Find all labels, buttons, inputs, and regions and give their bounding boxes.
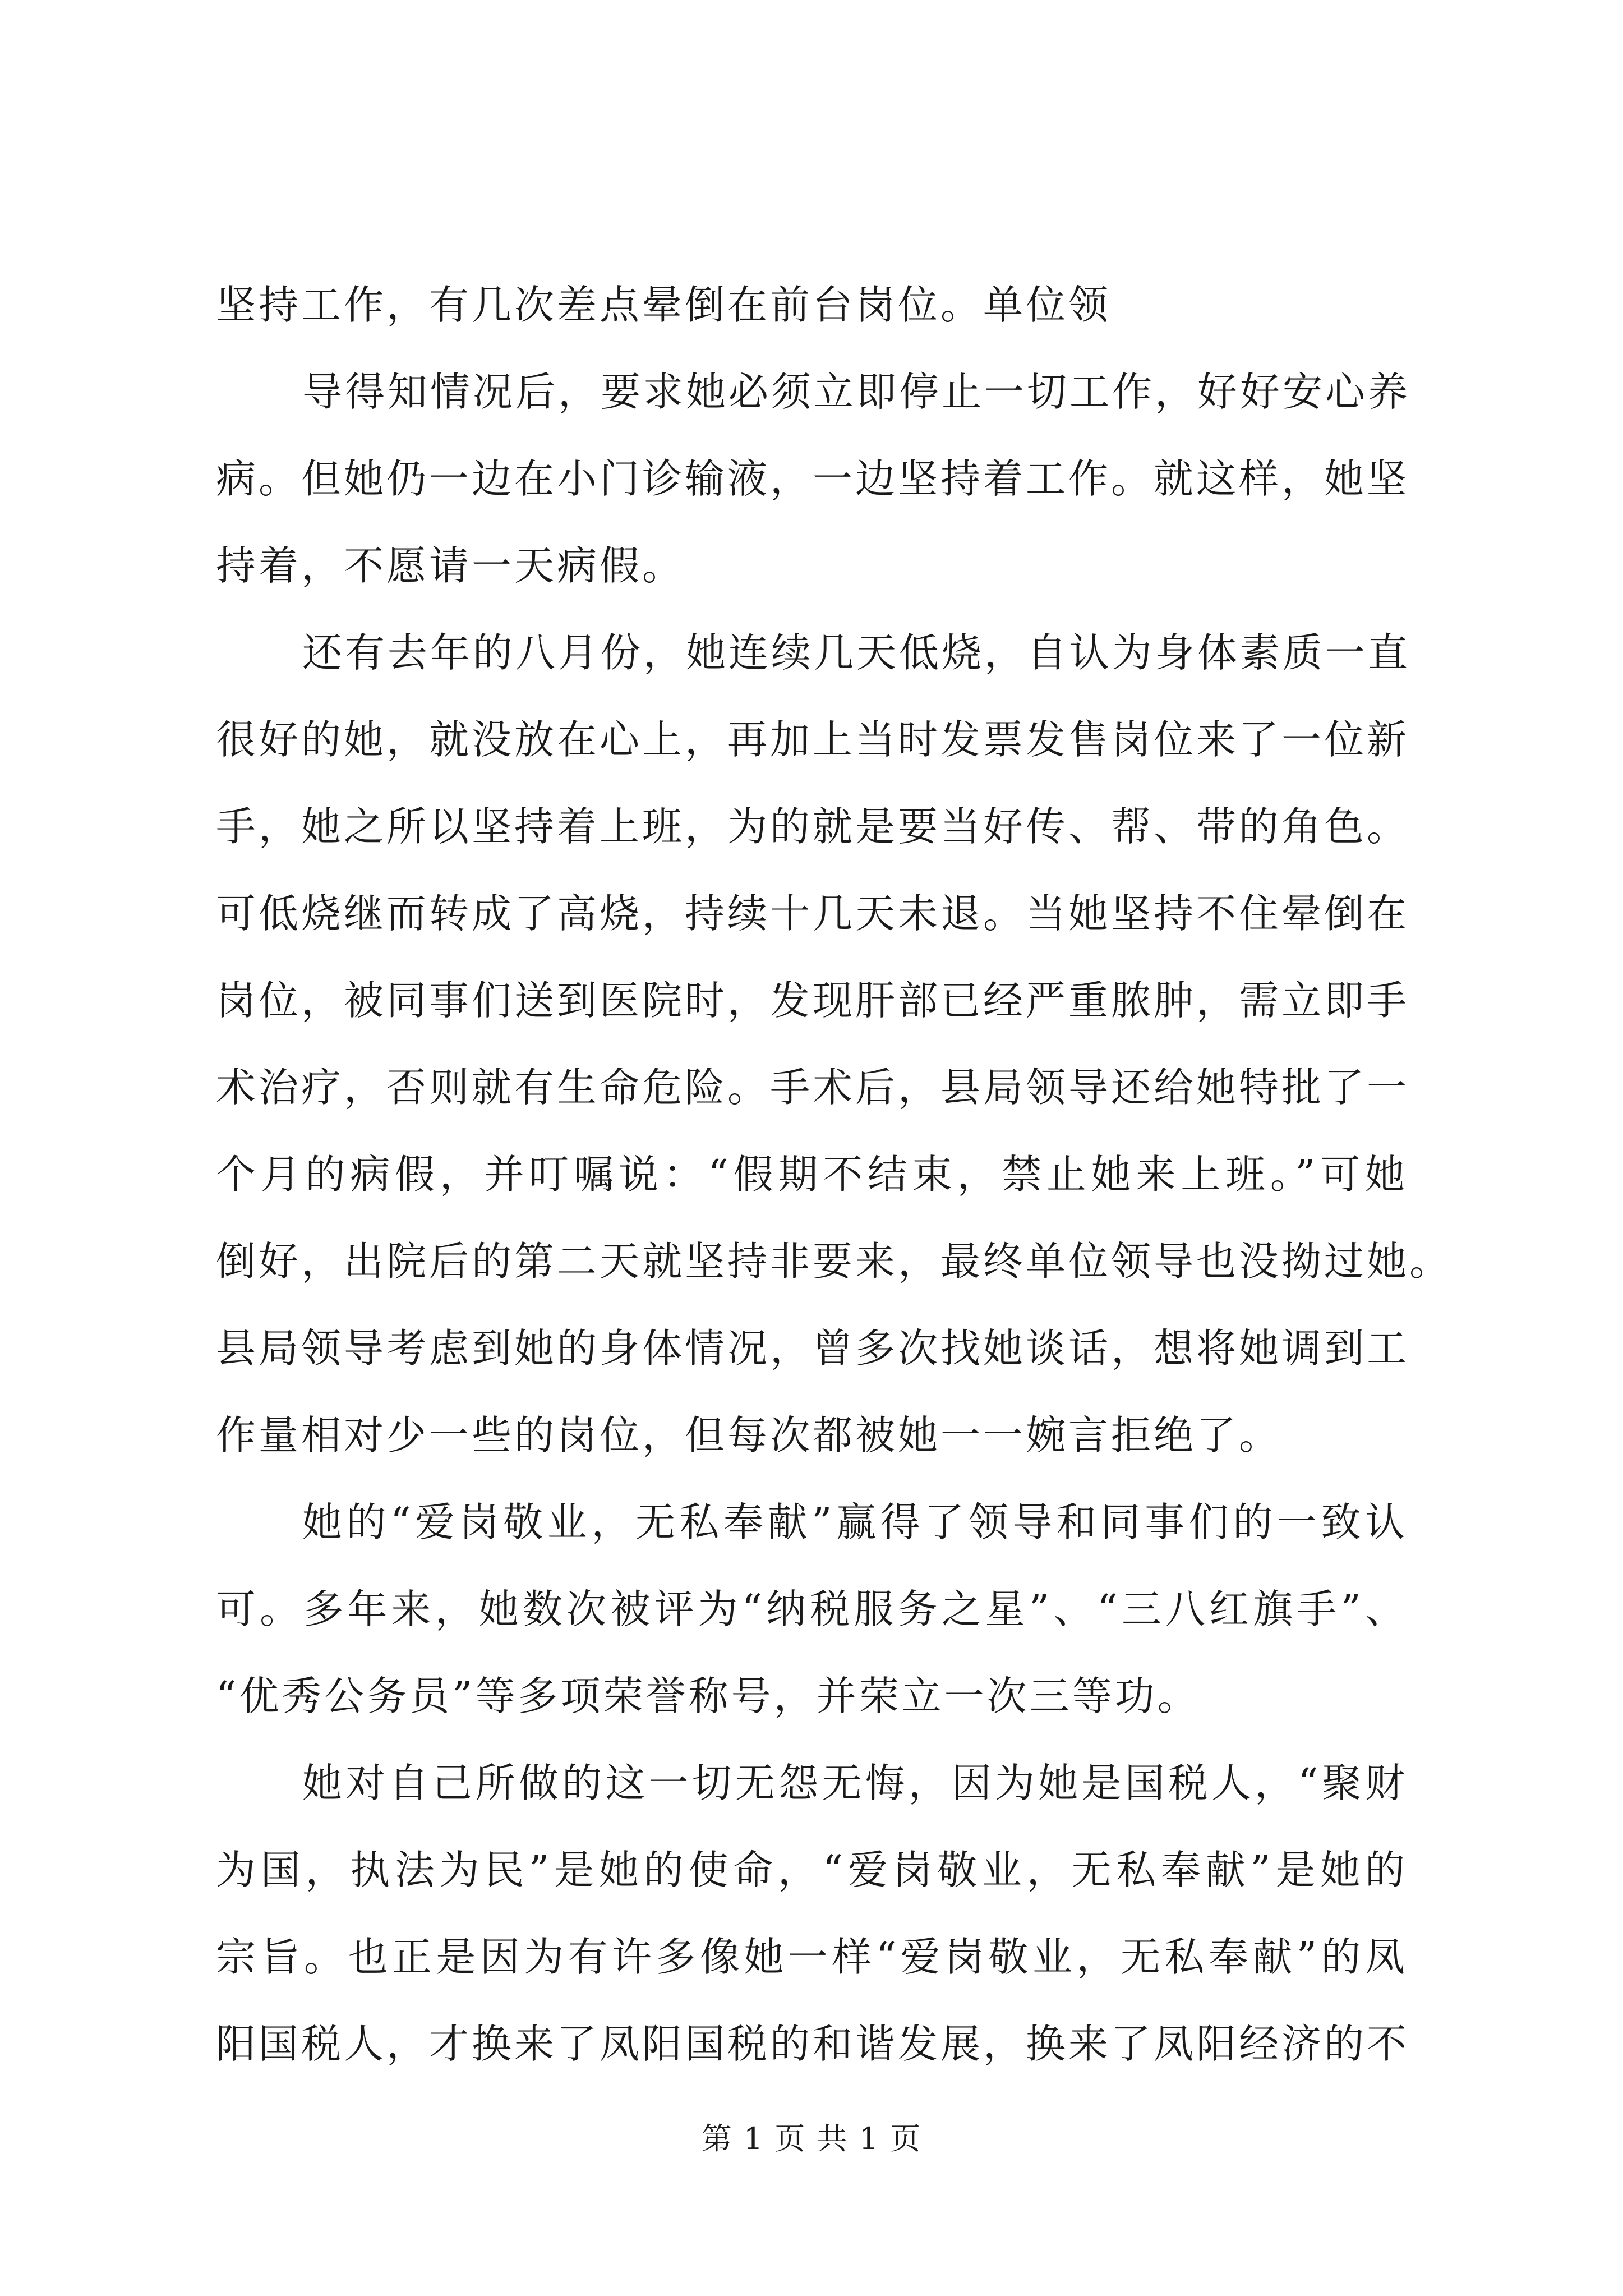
text-line: “优秀公务员”等多项荣誉称号，并荣立一次三等功。: [216, 1673, 1200, 1719]
document-body: [216, 261, 1453, 2087]
text-line: 倒好，出院后的第二天就坚持非要来，最终单位领导也没拗过她。: [216, 1238, 1453, 1285]
text-line: 可。多年来，她数次被评为“纳税服务之星”、“三八红旗手”、: [216, 1586, 1408, 1632]
text-line: 术治疗，否则就有生命危险。手术后，县局领导还给她特批了一: [216, 1064, 1410, 1111]
page-number-footer: 第 1 页 共 1 页: [701, 2121, 922, 2156]
text-line: 作量相对少一些的岗位，但每次都被她一一婉言拒绝了。: [216, 1412, 1282, 1458]
text-line: 很好的她，就没放在心上，再加上当时发票发售岗位来了一位新: [216, 716, 1410, 763]
text-line: 持着，不愿请一天病假。: [216, 542, 685, 589]
text-line: 病。但她仍一边在小门诊输液，一边坚持着工作。就这样，她坚: [216, 455, 1410, 502]
text-line: 阳国税人，才换来了凤阳国税的和谐发展，换来了凤阳经济的不: [216, 2021, 1410, 2067]
text-line: 导得知情况后，要求她必须立即停止一切工作，好好安心养: [302, 369, 1411, 415]
text-line: 岗位，被同事们送到医院时，发现肝部已经严重脓肿，需立即手: [216, 977, 1410, 1024]
text-line: 宗旨。也正是因为有许多像她一样“爱岗敬业，无私奉献”的凤: [216, 1934, 1408, 1980]
text-line: 还有去年的八月份，她连续几天低烧，自认为身体素质一直: [302, 629, 1411, 676]
text-line: 她的“爱岗敬业，无私奉献”赢得了领导和同事们的一致认: [302, 1499, 1408, 1545]
text-line: 可低烧继而转成了高烧，持续十几天未退。当她坚持不住晕倒在: [216, 890, 1410, 937]
text-line: 手，她之所以坚持着上班，为的就是要当好传、帮、带的角色。: [216, 803, 1410, 850]
text-line: 县局领导考虑到她的身体情况，曾多次找她谈话，想将她调到工: [216, 1325, 1410, 1372]
text-line: 个月的病假，并叮嘱说：“假期不结束，禁止她来上班。”可她: [216, 1151, 1408, 1198]
text-line: 坚持工作，有几次差点晕倒在前台岗位。单位领: [216, 282, 1112, 328]
text-line: 为国，执法为民”是她的使命，“爱岗敬业，无私奉献”是她的: [216, 1847, 1408, 1893]
text-line: 她对自己所做的这一切无怨无悔，因为她是国税人，“聚财: [302, 1760, 1408, 1806]
